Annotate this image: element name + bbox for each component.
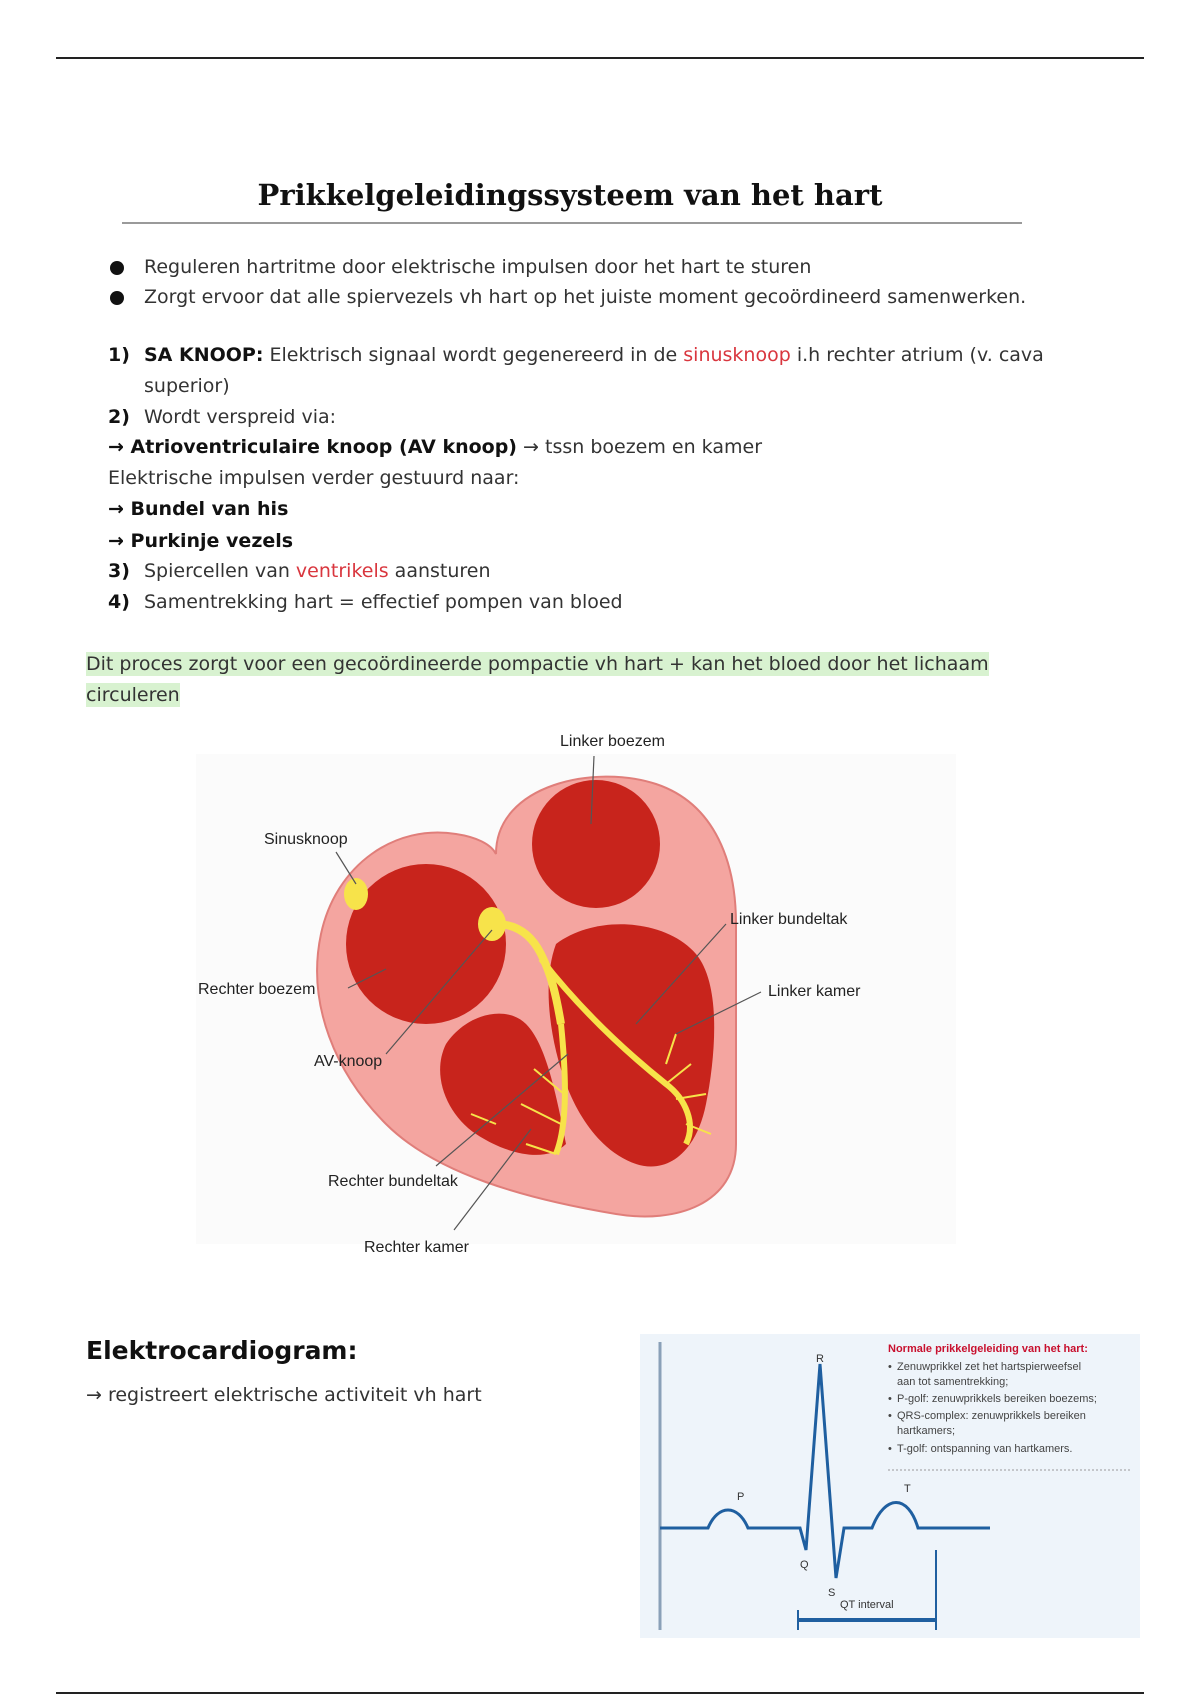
- page-title: Prikkelgeleidingssysteem van het hart: [257, 178, 883, 212]
- highlighted-text: Dit proces zorgt voor een gecoördineerde pompactie vh hart + kan het bloed door het lichaam: [86, 653, 989, 675]
- wave-label-p: P: [737, 1491, 745, 1503]
- right-atrium: [346, 864, 506, 1024]
- highlight-line-1: [86, 649, 989, 679]
- bottom-rule: [56, 1692, 1144, 1694]
- legend-item: T-golf: ontspanning van hartkamers.: [897, 1443, 1073, 1455]
- sinusknoop-term: sinusknoop: [683, 344, 791, 366]
- ecg-heading: Elektrocardiogram:: [86, 1336, 358, 1365]
- left-atrium: [532, 780, 660, 908]
- bullet-list: [108, 252, 1026, 312]
- label-linker-bundeltak: Linker bundeltak: [730, 911, 848, 928]
- step-1: [108, 340, 1044, 370]
- step-number: 4): [108, 591, 130, 613]
- ecg-legend-title: Normale prikkelgeleiding van het hart:: [888, 1343, 1088, 1355]
- highlight-line-2: [86, 680, 180, 710]
- step-1-text-end: i.h rechter atrium (v. cava: [790, 344, 1044, 366]
- wave-label-s: S: [828, 1587, 836, 1599]
- step-4: [108, 587, 623, 617]
- label-rechter-boezem: Rechter boezem: [198, 981, 316, 998]
- legend-bullet: •: [888, 1410, 892, 1422]
- step-4-text: Samentrekking hart = effectief pompen van bloed: [144, 591, 623, 613]
- label-linker-kamer: Linker kamer: [768, 983, 861, 1000]
- ventrikels-term: ventrikels: [295, 560, 389, 582]
- bundle-of-his: → Bundel van his: [108, 498, 289, 520]
- label-linker-boezem: Linker boezem: [560, 733, 665, 750]
- ecg-figure: [640, 1334, 1140, 1638]
- av-node-line: [108, 432, 762, 462]
- step-3: [108, 556, 491, 586]
- purkinje-fibers: → Purkinje vezels: [108, 530, 294, 552]
- step-2-text: Wordt verspreid via:: [144, 406, 337, 428]
- legend-item: hartkamers;: [897, 1425, 956, 1437]
- title-underline: [122, 222, 1022, 224]
- legend-item: P-golf: zenuwprikkels bereiken boezems;: [897, 1393, 1097, 1405]
- bullet-item: Reguleren hartritme door elektrische impulsen door het hart te sturen: [108, 252, 1026, 282]
- legend-item: QRS-complex: zenuwprikkels bereiken: [897, 1410, 1086, 1422]
- highlighted-text: circuleren: [86, 684, 180, 706]
- step-number: 3): [108, 560, 130, 582]
- legend-item: Zenuwprikkel zet het hartspierweefsel: [897, 1361, 1082, 1373]
- legend-item: aan tot samentrekking;: [897, 1376, 1009, 1388]
- av-node-term: Atrioventriculaire knoop (AV knoop): [130, 436, 517, 458]
- step-1-text: Elektrisch signaal wordt gegenereerd in de: [263, 344, 684, 366]
- step-1-continuation: superior): [144, 375, 230, 397]
- top-rule: [56, 57, 1144, 59]
- step-3-text: Spiercellen van: [144, 560, 296, 582]
- step-number: 2): [108, 406, 130, 428]
- av-node-text: → tssn boezem en kamer: [517, 436, 763, 458]
- ecg-description: → registreert elektrische activiteit vh hart: [86, 1384, 482, 1406]
- label-rechter-kamer: Rechter kamer: [364, 1239, 469, 1256]
- label-sinusknoop: Sinusknoop: [264, 831, 348, 848]
- step-2: [108, 402, 336, 432]
- label-av-knoop: AV-knoop: [314, 1053, 383, 1070]
- heart-diagram: [196, 724, 956, 1268]
- wave-label-q: Q: [800, 1559, 809, 1571]
- av-node: [478, 907, 506, 941]
- av-arrow: →: [108, 436, 131, 458]
- label-rechter-bundeltak: Rechter bundeltak: [328, 1173, 458, 1190]
- qt-interval-label: QT interval: [840, 1599, 894, 1611]
- legend-bullet: •: [888, 1393, 892, 1405]
- bullet-item: Zorgt ervoor dat alle spiervezels vh hart op het juiste moment gecoördineerd samenwerken.: [108, 282, 1026, 312]
- legend-bullet: •: [888, 1361, 892, 1373]
- further-line: Elektrische impulsen verder gestuurd naar:: [108, 467, 520, 489]
- step-3-text-end: aansturen: [388, 560, 491, 582]
- wave-label-r: R: [816, 1353, 824, 1365]
- sa-node: [344, 878, 368, 910]
- step-1-heading: SA KNOOP:: [144, 344, 264, 366]
- wave-label-t: T: [904, 1483, 911, 1495]
- step-number: 1): [108, 344, 130, 366]
- legend-bullet: •: [888, 1443, 892, 1455]
